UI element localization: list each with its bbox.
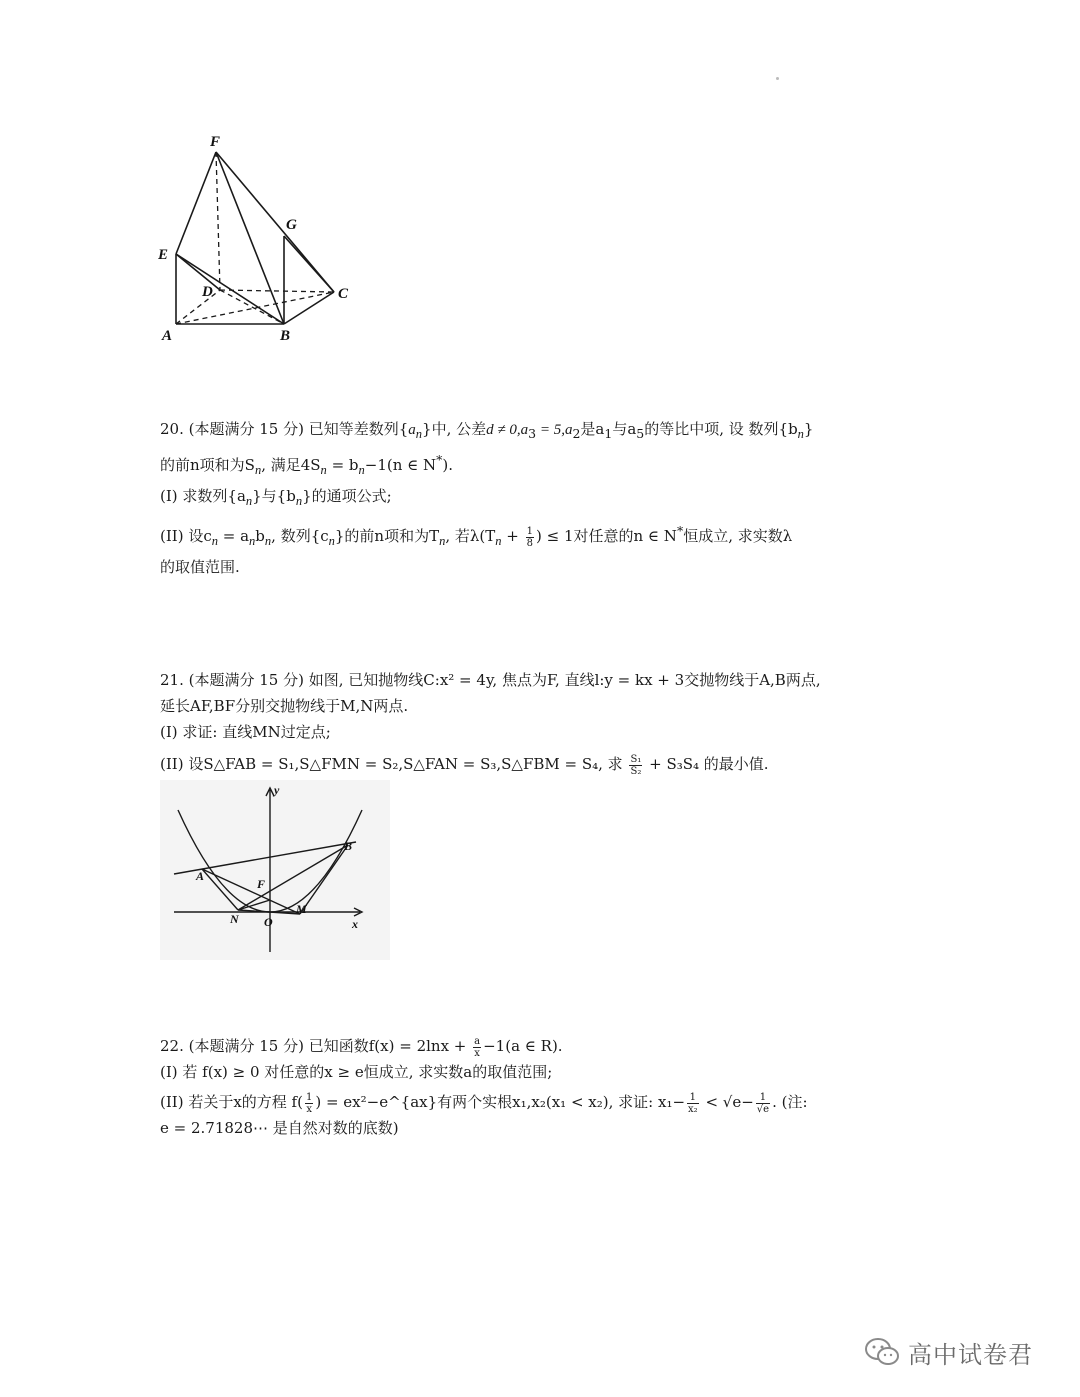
parabola-svg <box>160 780 390 960</box>
problem-20-part2-cont <box>160 554 940 580</box>
sub-n: n <box>320 463 327 477</box>
sub-n: n <box>328 534 335 548</box>
text: (I) 求数列{a <box>160 487 246 505</box>
problem-number: 22. <box>160 1037 184 1055</box>
text: ) = ex²−e^{ax}有两个实根x₁,x₂(x₁ < x₂), 求证: x₁− <box>315 1093 686 1111</box>
label-A: A <box>162 328 173 344</box>
problem-22-part1 <box>160 1059 940 1085</box>
sub-n: n <box>439 534 446 548</box>
sub-n: n <box>358 463 365 477</box>
frac-den: x <box>306 1103 312 1115</box>
figure-parabola <box>160 780 390 960</box>
sub-n: n <box>245 494 253 508</box>
sub-3: 3 <box>528 426 537 441</box>
text: −1(a ∈ R). <box>483 1037 563 1055</box>
frac-num: a <box>474 1035 481 1047</box>
text: , 数列{c <box>271 527 329 545</box>
frac-num: 1 <box>687 1092 699 1104</box>
fraction-1-x <box>305 1092 313 1115</box>
watermark-text: 高中试卷君 <box>908 1340 1033 1369</box>
text: + S₃S₄ 的最小值. <box>649 755 769 773</box>
problem-20 <box>160 416 940 580</box>
text: 延长AF,BF分别交抛物线于M,N两点. <box>160 697 409 715</box>
sup-star: * <box>676 523 684 538</box>
problem-21-line1 <box>160 667 940 693</box>
text: −1(n ∈ N <box>364 456 437 474</box>
problem-number: 20. <box>160 420 184 438</box>
frac-den: x <box>474 1047 480 1059</box>
edge-FD <box>216 152 220 290</box>
text: ). <box>442 456 454 474</box>
edge-FB <box>216 152 284 324</box>
frac-den: S₂ <box>630 765 642 777</box>
text: 如图, 已知抛物线C:x² = 4y, 焦点为F, 直线l:y = kx + 3交抛物线于A,B两点, <box>308 671 821 689</box>
frac-num: 1 <box>305 1091 313 1103</box>
sub-5: 5 <box>636 426 645 441</box>
sub-n: n <box>495 534 502 548</box>
problem-20-line2 <box>160 447 940 483</box>
figure-polyhedron <box>158 130 358 350</box>
text: , 若λ(T <box>445 527 496 545</box>
text: b <box>255 527 265 545</box>
text: 的等比中项, 设 数列{b <box>644 420 798 438</box>
text: (II) 若关于x的方程 f( <box>160 1093 303 1111</box>
text: , 满足4S <box>261 456 321 474</box>
problem-score: (本题满分 15 分) <box>188 420 304 438</box>
polyhedron-svg <box>158 130 358 350</box>
text: 的前n项和为S <box>160 456 255 474</box>
text: = a <box>217 527 250 545</box>
sub-1: 1 <box>604 426 613 441</box>
fraction-a-x <box>473 1036 481 1059</box>
problem-21-part2 <box>160 751 940 777</box>
frac-den: √e <box>756 1103 770 1115</box>
text: (I) 若 f(x) ≥ 0 对任意的x ≥ e恒成立, 求实数a的取值范围; <box>160 1063 553 1081</box>
frac-num: S₁ <box>630 753 642 765</box>
sub-n: n <box>295 494 303 508</box>
sub-n: n <box>797 427 804 441</box>
label-B: B <box>344 839 353 853</box>
label-B: B <box>280 328 291 344</box>
text: }中, 公差 <box>422 420 487 438</box>
text: }的前n项和为T <box>334 527 440 545</box>
label-D: D <box>202 284 213 300</box>
label-F: F <box>257 877 266 891</box>
text: }的通项公式; <box>302 487 392 505</box>
problem-21-line2 <box>160 693 940 719</box>
fraction-1-x2 <box>687 1092 699 1115</box>
fraction-s1-s2 <box>629 754 642 777</box>
sub-n: n <box>264 534 272 548</box>
fraction-1-sqrt-e <box>756 1092 770 1115</box>
math: = 5,a <box>536 422 573 438</box>
problem-22-note <box>160 1115 940 1141</box>
fraction-1-8 <box>526 526 534 549</box>
text: 的取值范围. <box>160 558 240 576</box>
text: 已知函数f(x) = 2lnx + <box>308 1037 472 1055</box>
text: < √e− <box>700 1093 754 1111</box>
sub-n: n <box>415 427 423 441</box>
text: (I) 求证: 直线MN过定点; <box>160 723 331 741</box>
frac-num: 1 <box>526 525 533 537</box>
sub-n: n <box>254 463 262 477</box>
problem-20-part2 <box>160 518 940 554</box>
text: }与{b <box>252 487 296 505</box>
edge-DC <box>220 290 334 292</box>
problem-score: (本题满分 15 分) <box>188 671 304 689</box>
edge-DB <box>220 290 284 324</box>
label-A: A <box>196 869 205 883</box>
wechat-icon <box>864 1337 900 1367</box>
problem-22-line1 <box>160 1033 940 1059</box>
label-O: O <box>264 915 273 929</box>
text: 已知等差数列{ <box>308 420 409 438</box>
sub-2: 2 <box>572 426 581 441</box>
problem-20-part1 <box>160 483 940 514</box>
edge-FE <box>176 152 216 254</box>
frac-den: 8 <box>526 537 533 549</box>
problem-22-part2 <box>160 1089 940 1115</box>
page-speck <box>776 77 779 80</box>
text: 恒成立, 求实数λ <box>683 527 793 545</box>
text: e = 2.71828⋯ 是自然对数的底数) <box>160 1119 399 1137</box>
text: = b <box>326 456 359 474</box>
label-y: y <box>274 783 280 797</box>
sub-n: n <box>211 534 218 548</box>
math: d ≠ 0,a <box>486 422 529 438</box>
problem-21-part1 <box>160 719 940 745</box>
label-x: x <box>352 917 358 931</box>
problem-20-line1 <box>160 416 940 447</box>
label-F: F <box>210 134 221 150</box>
problem-22 <box>160 1033 940 1141</box>
edge-ED <box>176 254 220 290</box>
text: ) ≤ 1对任意的n ∈ N <box>536 527 677 545</box>
text: + <box>501 527 524 545</box>
text: (II) 设c <box>160 527 212 545</box>
text: } <box>803 420 814 438</box>
sub-n: n <box>249 534 256 548</box>
text: 与a <box>612 420 637 438</box>
sup-star: * <box>436 452 443 467</box>
label-G: G <box>286 217 297 233</box>
watermark <box>864 1334 1033 1370</box>
problem-score: (本题满分 15 分) <box>188 1037 304 1055</box>
problem-number: 21. <box>160 671 184 689</box>
text: . (注: <box>772 1093 808 1111</box>
problem-21 <box>160 667 940 777</box>
math-a: a <box>408 422 416 438</box>
text: (II) 设S△FAB = S₁,S△FMN = S₂,S△FAN = S₃,S△FBM = S₄, 求 <box>160 755 623 773</box>
edge-GC <box>284 236 334 292</box>
label-M: M <box>296 902 307 916</box>
frac-num: 1 <box>756 1092 770 1104</box>
text: 是a <box>580 420 605 438</box>
frac-den: x₂ <box>688 1103 698 1115</box>
label-E: E <box>158 247 169 263</box>
label-C: C <box>338 286 349 302</box>
label-N: N <box>230 912 239 926</box>
